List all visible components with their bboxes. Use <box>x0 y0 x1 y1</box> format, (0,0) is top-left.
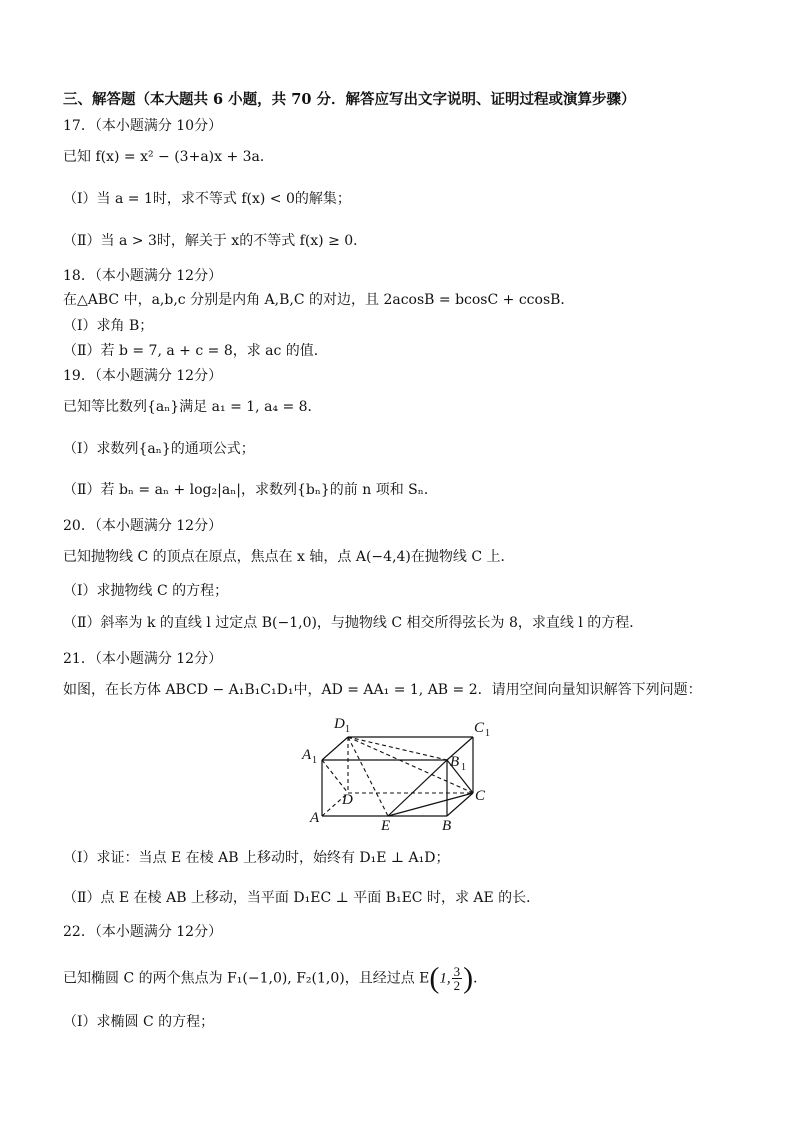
fraction-denominator: 2 <box>453 978 461 993</box>
label-C: C <box>475 788 486 804</box>
q17-part1: （Ⅰ）当 a = 1时，求不等式 f(x) < 0的解集； <box>63 191 351 207</box>
q19-header: 19．（本小题满分 12分） <box>63 368 223 384</box>
q22-part1: （Ⅰ）求椭圆 C 的方程； <box>63 1014 215 1030</box>
q18-header: 18．（本小题满分 12分） <box>63 268 223 284</box>
q21-part1: （Ⅰ）求证：当点 E 在棱 AB 上移动时，始终有 D₁E ⊥ A₁D； <box>63 850 450 866</box>
q21-part2: （Ⅱ）点 E 在棱 AB 上移动，当平面 D₁EC ⊥ 平面 B₁EC 时，求 AE 的长． <box>63 890 541 906</box>
label-B1-sub: 1 <box>461 762 466 773</box>
q17-part2: （Ⅱ）当 a > 3时，解关于 x的不等式 f(x) ≥ 0． <box>63 233 368 249</box>
cuboid-figure <box>296 710 496 835</box>
q20-stem: 已知抛物线 C 的顶点在原点，焦点在 x 轴，点 A(−4,4)在抛物线 C 上． <box>63 549 515 565</box>
segment-A1D-hidden <box>322 760 348 793</box>
q17-header: 17．（本小题满分 10分） <box>63 118 223 134</box>
q21-header: 21．（本小题满分 12分） <box>63 651 223 667</box>
right-paren: ) <box>463 961 474 995</box>
label-A1-sub: 1 <box>312 755 317 766</box>
label-B: B <box>442 818 452 834</box>
edge-A1D1 <box>322 737 348 760</box>
label-E: E <box>381 818 391 834</box>
segment-D1E-hidden <box>348 737 388 816</box>
label-B1: B <box>450 754 460 770</box>
q22-point-fraction <box>452 965 463 992</box>
q17-stem: 已知 f(x) = x² − (3+a)x + 3a． <box>63 149 274 165</box>
label-C1: C <box>474 720 485 736</box>
label-A1: A <box>302 747 312 763</box>
label-C1-sub: 1 <box>485 728 490 739</box>
q18-part2: （Ⅱ）若 b = 7, a + c = 8，求 ac 的值． <box>63 343 328 359</box>
q22-stem-prefix: 已知椭圆 C 的两个焦点为 F₁(−1,0), F₂(1,0)，且经过点 E <box>63 970 430 987</box>
q21-stem: 如图，在长方体 ABCD − A₁B₁C₁D₁中，AD = AA₁ = 1, AB = 2．请用空间向量知识解答下列问题： <box>63 682 702 698</box>
q19-part2: （Ⅱ）若 bₙ = aₙ + log₂|aₙ|，求数列{bₙ}的前 n 项和 Sₙ． <box>63 482 438 498</box>
fraction-numerator: 3 <box>453 964 461 979</box>
q22-stem-suffix: ． <box>473 970 488 987</box>
q22-point-x: 1, <box>439 970 451 987</box>
q20-part1: （Ⅰ）求抛物线 C 的方程； <box>63 583 229 599</box>
label-D1: D <box>334 716 345 732</box>
left-paren: ( <box>429 961 440 995</box>
section-title: 三、解答题（本大题共 6 小题，共 70 分．解答应写出文字说明、证明过程或演算步骤） <box>63 91 636 108</box>
segment-D1B1-hidden <box>348 737 447 760</box>
q22-stem <box>63 961 488 995</box>
q18-part1: （Ⅰ）求角 B； <box>63 318 154 334</box>
q18-stem: 在△ABC 中，a,b,c 分别是内角 A,B,C 的对边，且 2acosB = bcosC + ccosB． <box>63 292 575 308</box>
q22-header: 22．（本小题满分 12分） <box>63 924 223 940</box>
q20-header: 20．（本小题满分 12分） <box>63 518 223 534</box>
q20-part2: （Ⅱ）斜率为 k 的直线 l 过定点 B(−1,0)，与抛物线 C 相交所得弦长为 8，求直线 l 的方程． <box>63 615 644 631</box>
label-D1-sub: 1 <box>345 724 350 735</box>
label-D: D <box>342 792 353 808</box>
q19-part1: （Ⅰ）求数列{aₙ}的通项公式； <box>63 441 255 457</box>
label-A: A <box>310 810 320 826</box>
q19-stem: 已知等比数列{aₙ}满足 a₁ = 1, a₄ = 8． <box>63 399 322 415</box>
